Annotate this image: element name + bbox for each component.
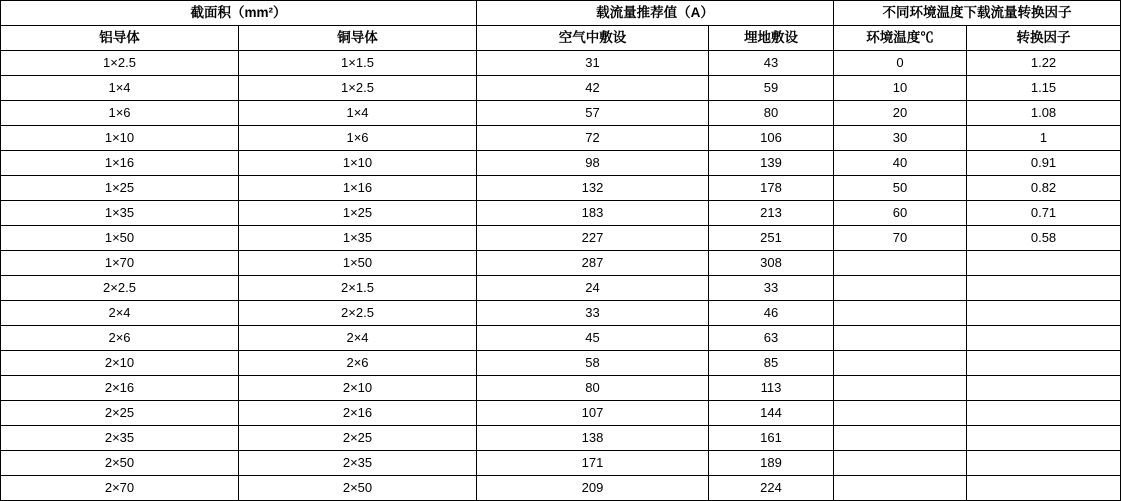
cell-air-laying: 33 [477, 301, 709, 326]
cell-buried-laying: 308 [709, 251, 834, 276]
cell-ambient-temp: 60 [834, 201, 967, 226]
cell-conversion-factor: 1 [967, 126, 1121, 151]
cell-aluminum: 2×4 [1, 301, 239, 326]
table-row [1, 151, 1121, 176]
table-row [1, 276, 1121, 301]
cell-air-laying: 183 [477, 201, 709, 226]
cell-conversion-factor [967, 426, 1121, 451]
table-row [1, 476, 1121, 501]
table-row [1, 101, 1121, 126]
table-row [1, 401, 1121, 426]
cell-aluminum: 2×25 [1, 401, 239, 426]
cell-buried-laying: 106 [709, 126, 834, 151]
column-header-aluminum: 铝导体 [1, 26, 239, 51]
cell-copper: 1×6 [239, 126, 477, 151]
cell-copper: 1×2.5 [239, 76, 477, 101]
cell-air-laying: 209 [477, 476, 709, 501]
table-row [1, 251, 1121, 276]
cell-ambient-temp: 30 [834, 126, 967, 151]
column-header-air-laying: 空气中敷设 [477, 26, 709, 51]
cell-buried-laying: 59 [709, 76, 834, 101]
cell-ambient-temp [834, 301, 967, 326]
cell-copper: 2×6 [239, 351, 477, 376]
table-body [1, 51, 1121, 501]
cell-conversion-factor [967, 476, 1121, 501]
cell-buried-laying: 80 [709, 101, 834, 126]
cell-aluminum: 2×35 [1, 426, 239, 451]
cell-aluminum: 1×35 [1, 201, 239, 226]
cell-aluminum: 2×2.5 [1, 276, 239, 301]
cell-buried-laying: 213 [709, 201, 834, 226]
cell-buried-laying: 251 [709, 226, 834, 251]
cell-air-laying: 72 [477, 126, 709, 151]
table-row [1, 201, 1121, 226]
cell-conversion-factor: 0.71 [967, 201, 1121, 226]
cell-copper: 1×50 [239, 251, 477, 276]
cell-aluminum: 2×16 [1, 376, 239, 401]
table-row [1, 326, 1121, 351]
cell-ambient-temp [834, 276, 967, 301]
table-row [1, 451, 1121, 476]
cell-ambient-temp [834, 401, 967, 426]
cell-conversion-factor [967, 401, 1121, 426]
cell-ambient-temp [834, 251, 967, 276]
table-row [1, 426, 1121, 451]
cell-copper: 2×1.5 [239, 276, 477, 301]
cell-ambient-temp: 40 [834, 151, 967, 176]
cell-ambient-temp: 10 [834, 76, 967, 101]
cell-copper: 2×10 [239, 376, 477, 401]
cell-buried-laying: 144 [709, 401, 834, 426]
cell-ambient-temp: 20 [834, 101, 967, 126]
group-header-cross-section: 截面积（mm²） [1, 1, 477, 26]
cell-air-laying: 98 [477, 151, 709, 176]
cell-buried-laying: 161 [709, 426, 834, 451]
cell-aluminum: 1×4 [1, 76, 239, 101]
cell-aluminum: 1×16 [1, 151, 239, 176]
cell-aluminum: 2×6 [1, 326, 239, 351]
cell-conversion-factor: 0.82 [967, 176, 1121, 201]
cell-copper: 1×4 [239, 101, 477, 126]
table-row [1, 126, 1121, 151]
table-row [1, 376, 1121, 401]
cell-buried-laying: 46 [709, 301, 834, 326]
cell-buried-laying: 113 [709, 376, 834, 401]
cell-copper: 2×50 [239, 476, 477, 501]
cell-aluminum: 2×70 [1, 476, 239, 501]
cell-aluminum: 1×25 [1, 176, 239, 201]
cell-aluminum: 1×2.5 [1, 51, 239, 76]
cell-buried-laying: 33 [709, 276, 834, 301]
cell-conversion-factor [967, 301, 1121, 326]
column-header-copper: 铜导体 [239, 26, 477, 51]
cell-ambient-temp [834, 351, 967, 376]
cell-conversion-factor: 0.58 [967, 226, 1121, 251]
cell-aluminum: 1×6 [1, 101, 239, 126]
cell-copper: 2×2.5 [239, 301, 477, 326]
cell-copper: 1×16 [239, 176, 477, 201]
cell-air-laying: 132 [477, 176, 709, 201]
cell-aluminum: 1×10 [1, 126, 239, 151]
cell-ambient-temp [834, 451, 967, 476]
cell-air-laying: 45 [477, 326, 709, 351]
group-header-ampacity: 载流量推荐值（A） [477, 1, 834, 26]
cell-aluminum: 1×70 [1, 251, 239, 276]
cell-air-laying: 24 [477, 276, 709, 301]
cell-conversion-factor: 1.08 [967, 101, 1121, 126]
cell-air-laying: 42 [477, 76, 709, 101]
group-header-row [1, 1, 1121, 26]
cell-air-laying: 171 [477, 451, 709, 476]
cell-air-laying: 58 [477, 351, 709, 376]
cell-copper: 1×25 [239, 201, 477, 226]
table-row [1, 176, 1121, 201]
group-header-temperature-factor: 不同环境温度下载流量转换因子 [834, 1, 1121, 26]
table-row [1, 76, 1121, 101]
cell-copper: 1×10 [239, 151, 477, 176]
cell-ambient-temp: 70 [834, 226, 967, 251]
column-header-row [1, 26, 1121, 51]
cell-ambient-temp [834, 426, 967, 451]
cell-air-laying: 107 [477, 401, 709, 426]
cell-aluminum: 1×50 [1, 226, 239, 251]
cell-conversion-factor [967, 276, 1121, 301]
cell-ambient-temp [834, 476, 967, 501]
cell-buried-laying: 85 [709, 351, 834, 376]
cell-conversion-factor [967, 326, 1121, 351]
cell-conversion-factor [967, 451, 1121, 476]
cell-copper: 2×25 [239, 426, 477, 451]
cell-ambient-temp [834, 376, 967, 401]
cell-air-laying: 57 [477, 101, 709, 126]
cell-air-laying: 80 [477, 376, 709, 401]
column-header-ambient-temp: 环境温度℃ [834, 26, 967, 51]
cell-copper: 2×4 [239, 326, 477, 351]
cell-buried-laying: 178 [709, 176, 834, 201]
cell-buried-laying: 189 [709, 451, 834, 476]
cell-buried-laying: 224 [709, 476, 834, 501]
cell-copper: 1×1.5 [239, 51, 477, 76]
cell-conversion-factor: 1.15 [967, 76, 1121, 101]
cell-buried-laying: 43 [709, 51, 834, 76]
cell-conversion-factor [967, 251, 1121, 276]
table-row [1, 226, 1121, 251]
cell-conversion-factor [967, 351, 1121, 376]
column-header-conversion-factor: 转换因子 [967, 26, 1121, 51]
cell-air-laying: 31 [477, 51, 709, 76]
table-row [1, 351, 1121, 376]
cell-copper: 1×35 [239, 226, 477, 251]
table-row [1, 51, 1121, 76]
cell-aluminum: 2×10 [1, 351, 239, 376]
cell-conversion-factor [967, 376, 1121, 401]
cell-air-laying: 287 [477, 251, 709, 276]
cell-aluminum: 2×50 [1, 451, 239, 476]
column-header-buried-laying: 埋地敷设 [709, 26, 834, 51]
cell-air-laying: 227 [477, 226, 709, 251]
table-head [1, 1, 1121, 51]
table-row [1, 301, 1121, 326]
cell-conversion-factor: 0.91 [967, 151, 1121, 176]
cell-copper: 2×16 [239, 401, 477, 426]
cell-ambient-temp: 50 [834, 176, 967, 201]
cell-buried-laying: 139 [709, 151, 834, 176]
cell-conversion-factor: 1.22 [967, 51, 1121, 76]
cell-ambient-temp [834, 326, 967, 351]
cell-copper: 2×35 [239, 451, 477, 476]
cell-buried-laying: 63 [709, 326, 834, 351]
cell-air-laying: 138 [477, 426, 709, 451]
cell-ambient-temp: 0 [834, 51, 967, 76]
